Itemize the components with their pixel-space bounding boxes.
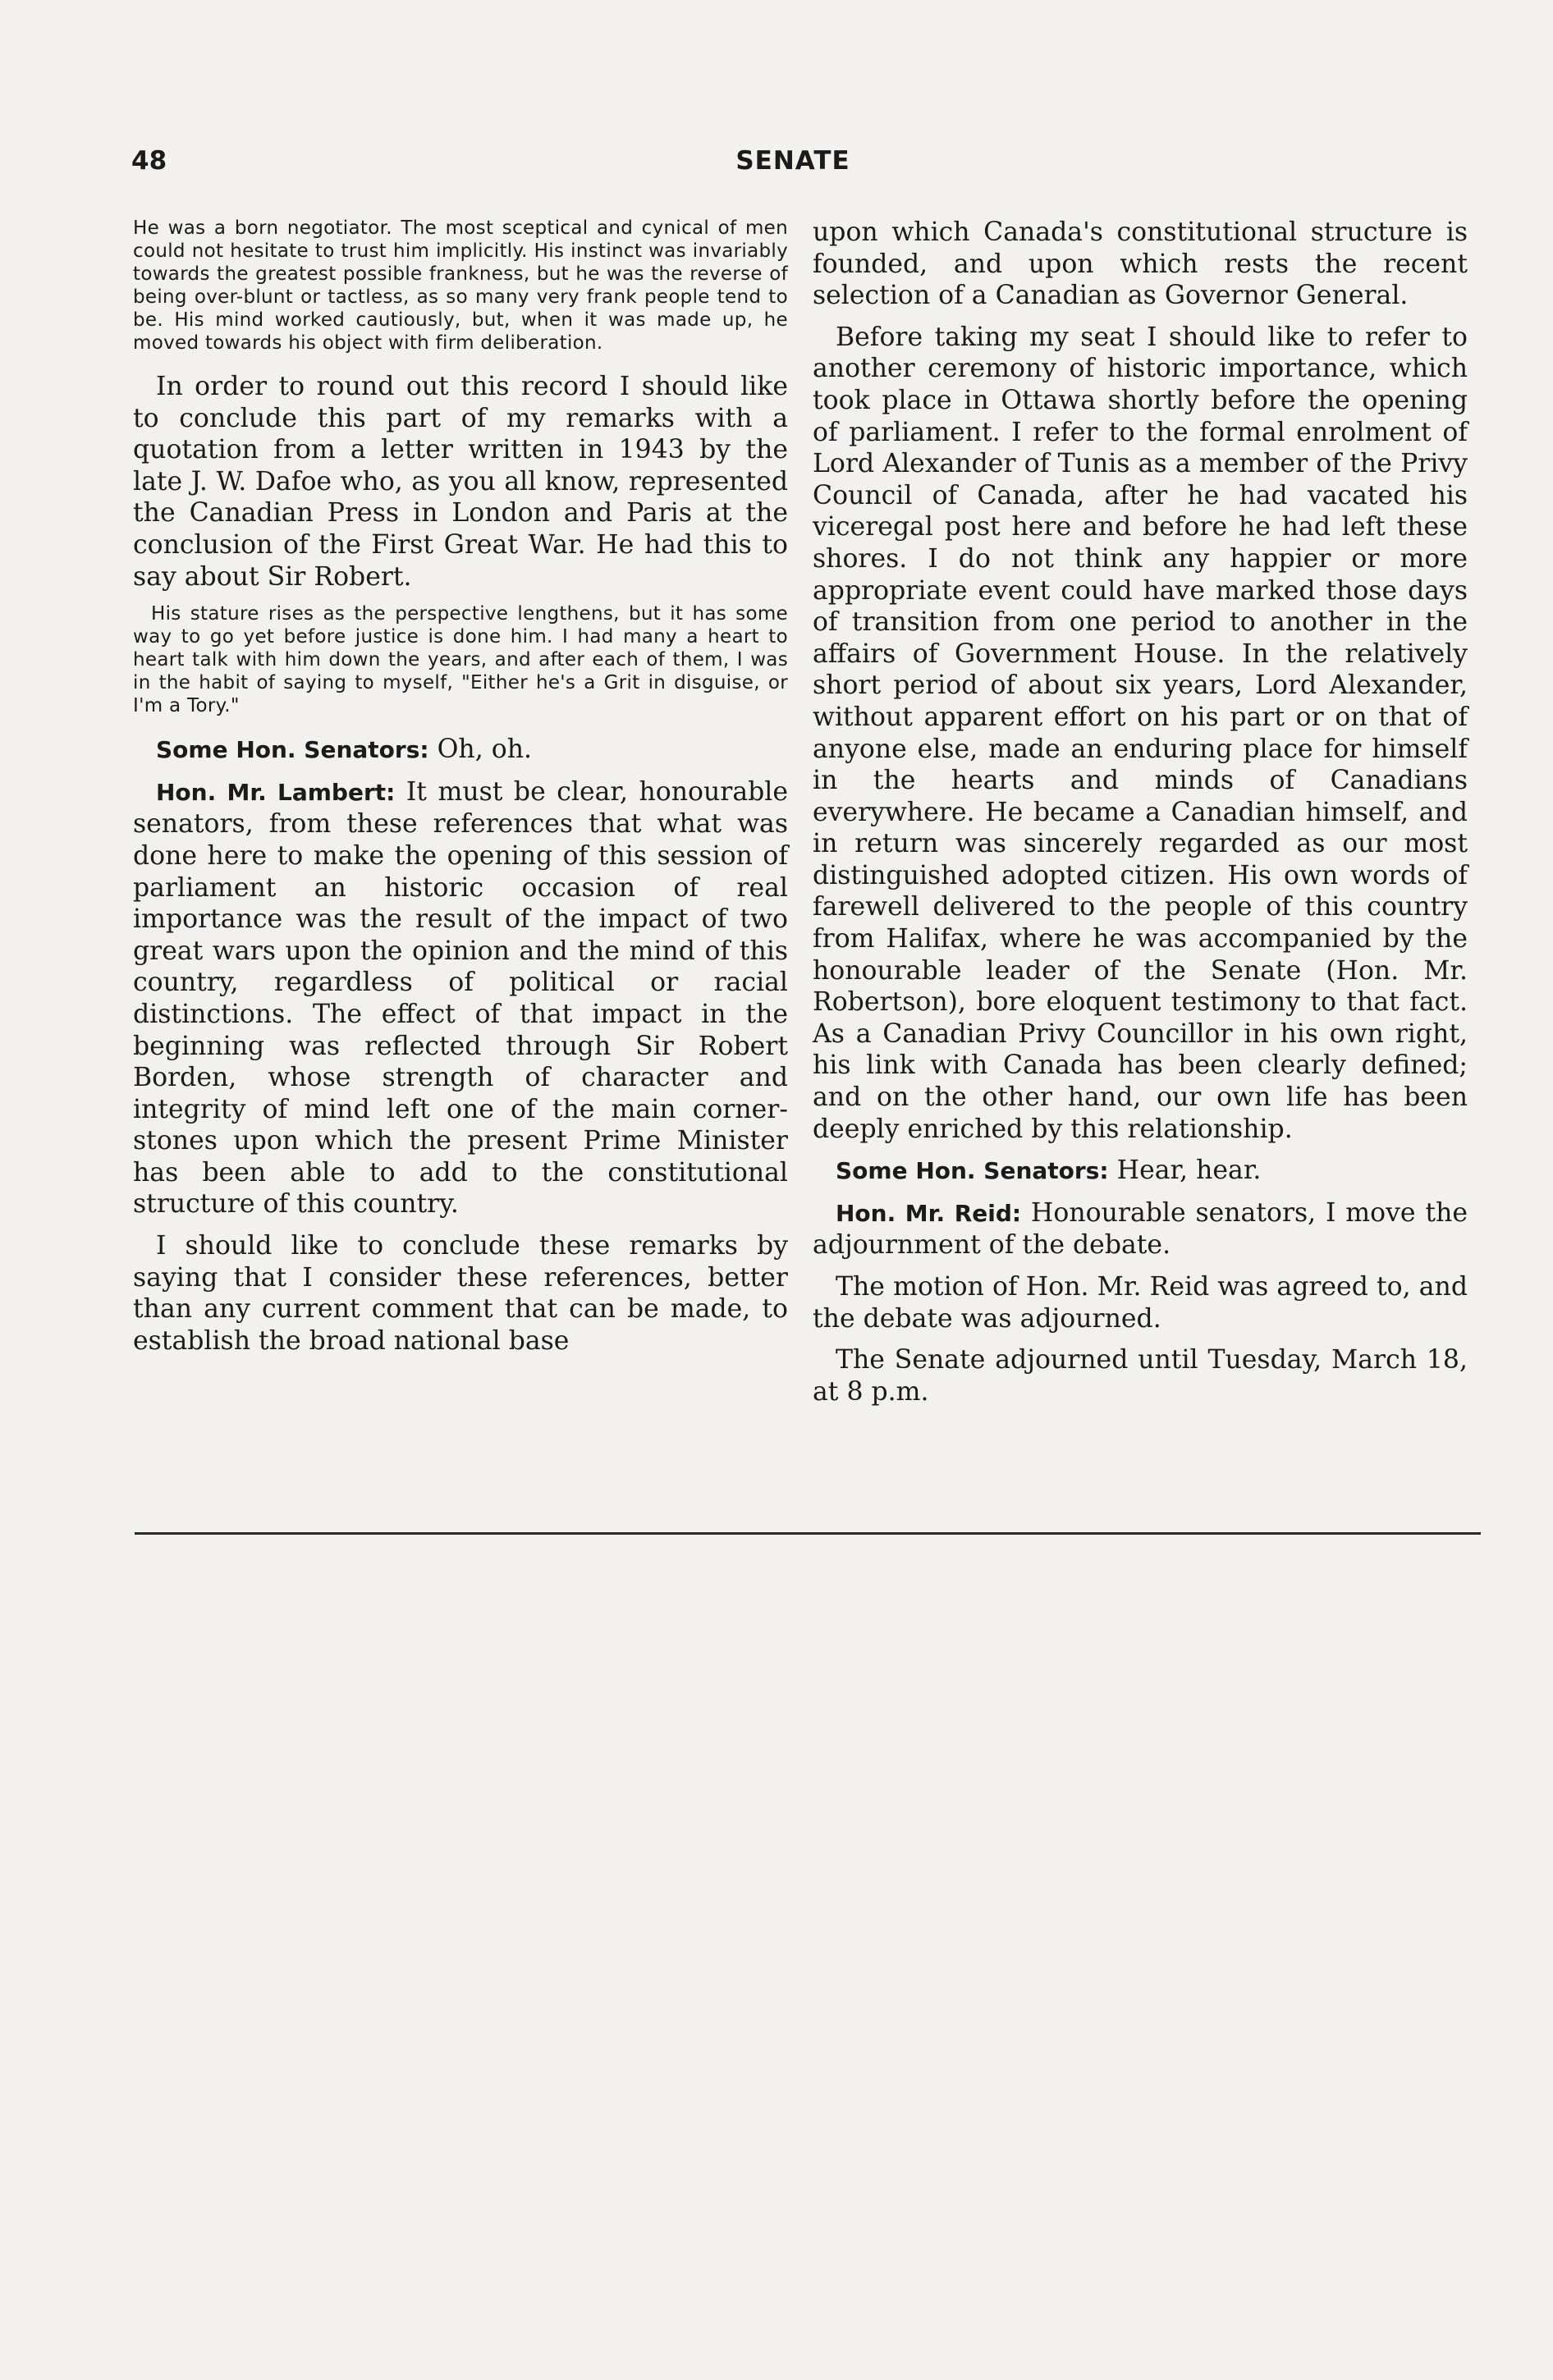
page-header bbox=[131, 146, 1455, 195]
speaker-paragraph bbox=[813, 1197, 1468, 1261]
paragraph: The Senate adjourned until Tuesday, March 18, at 8 p.m. bbox=[813, 1345, 1468, 1407]
right-column bbox=[813, 217, 1468, 1417]
paragraph: I should like to conclude these remarks by saying that I consider these references, better than any current comment that can be made, to establish the broad national base bbox=[133, 1231, 788, 1356]
quotation-block: He was a born negotiator. The most sceptical and cynical of men could not hesitate to trust him implicitly. His instinct was invariably towards the greatest possible frankness, but he was the reverse of being over-blunt or tactless, as so many very frank people tend to be. His mind worked cautiously, but, when it was made up, he moved towards his object with firm deliberation. bbox=[133, 217, 788, 354]
speech-text: Honourable senators, I move the adjournment of the debate. bbox=[813, 1197, 1468, 1261]
speaker-name: Hon. Mr. Reid: bbox=[836, 1199, 1022, 1227]
speaker-name: Hon. Mr. Lambert: bbox=[156, 778, 396, 806]
speech-text: Oh, oh. bbox=[428, 735, 533, 765]
paragraph: In order to round out this record I should like to conclude this part of my remarks with a quotation from a letter written in 1943 by the late J. W. Dafoe who, as you all know, represented the Canadian Press in London and Paris at the conclusion of the First Great War. He had this to say about Sir Robert. bbox=[133, 372, 788, 592]
horizontal-rule bbox=[135, 1532, 1481, 1535]
paragraph: The motion of Hon. Mr. Reid was agreed to, and the debate was adjourned. bbox=[813, 1272, 1468, 1334]
page-number: 48 bbox=[131, 146, 167, 176]
speaker-name: Some Hon. Senators: bbox=[156, 736, 429, 764]
running-head: SENATE bbox=[735, 146, 850, 176]
speech-text: Hear, hear. bbox=[1108, 1156, 1262, 1186]
speaker-paragraph bbox=[133, 776, 788, 1220]
paragraph: upon which Canada's constitutional structure is founded, and upon which rests the recent selection of a Canadian as Governor General. bbox=[813, 217, 1468, 311]
quotation-block: His stature rises as the perspective lengthens, but it has some way to go yet before justice is done him. I had many a heart to heart talk with him down the years, and after each of them, I was in the habit of saying to myself, "Either he's a Grit in disguise, or I'm a Tory." bbox=[133, 603, 788, 717]
left-column bbox=[133, 217, 788, 1366]
speaker-paragraph bbox=[813, 1155, 1468, 1188]
speech-text: It must be clear, honourable senators, from these references that what was done here to make the opening of this session of parliament an historic occasion of real importance was the result of the impact of two great wars upon the opinion and the mind of this country, regardless of political or racial distinctions. The effect of that impact in the beginning was reflected through Sir Robert Borden, whose strength of character and integrity of mind left one of the main corner-stones upon which the present Prime Minister has been able to add to the constitutional structure of this country. bbox=[133, 776, 788, 1220]
paragraph: Before taking my seat I should like to refer to another ceremony of historic importance, which took place in Ottawa shortly before the opening of parliament. I refer to the formal enrolment of Lord Alexander of Tunis as a member of the Privy Council of Canada, after he had vacated his viceregal post here and before he had left these shores. I do not think any happier or more appropriate event could have marked those days of transition from one period to another in the affairs of Government House. In the relatively short period of about six years, Lord Alexander, without apparent effort on his part or on that of anyone else, made an enduring place for himself in the hearts and minds of Canadians everywhere. He became a Canadian himself, and in return was sincerely regarded as our most distinguished adopted citizen. His own words of farewell delivered to the people of this country from Halifax, where he was accompanied by the honourable leader of the Senate (Hon. Mr. Robertson), bore eloquent testimony to that fact. As a Canadian Privy Councillor in his own right, his link with Canada has been clearly defined; and on the other hand, our own life has been deeply enriched by this relationship. bbox=[813, 322, 1468, 1144]
speaker-paragraph bbox=[133, 734, 788, 767]
speaker-name: Some Hon. Senators: bbox=[836, 1157, 1109, 1185]
